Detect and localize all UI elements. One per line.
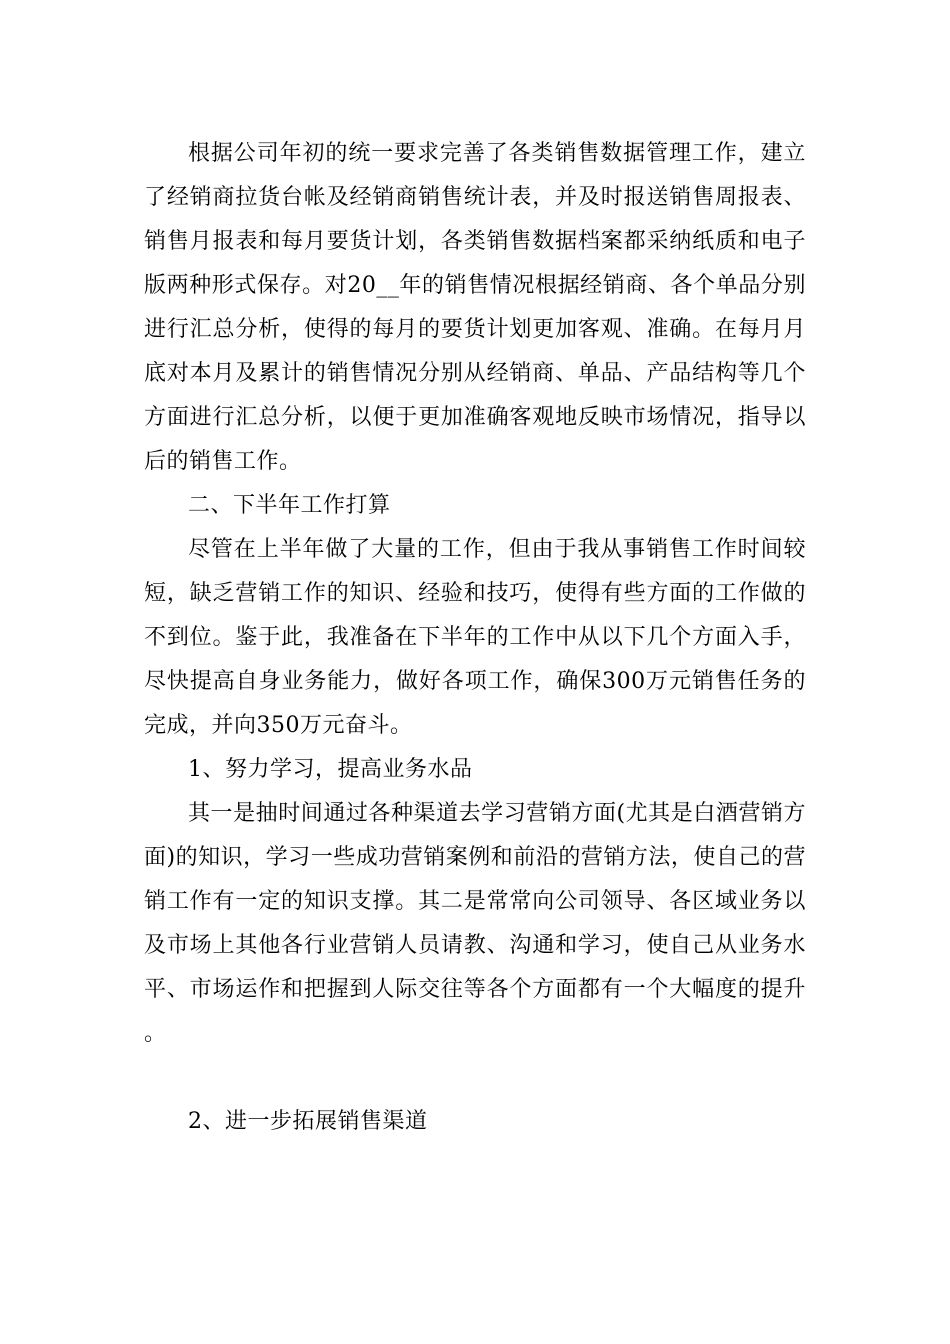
paragraph-data-management: 根据公司年初的统一要求完善了各类销售数据管理工作，建立了经销商拉货台帐及经销商销售统计表，并及时报送销售周报表、销售月报表和每月要货计划，各类销售数据档案都采纳纸质和电子版两种形式保存。对20__年的销售情况根据经销商、各个单品分别进行汇总分析，使得的每月的要货计划更加客观、准确。在每月月底对本月及累计的销售情况分别从经销商、单品、产品结构等几个方面进行汇总分析，以便于更加准确客观地反映市场情况，指导以后的销售工作。 [144, 141, 806, 474]
paragraph-plan-intro: 尽管在上半年做了大量的工作，但由于我从事销售工作时间较短，缺乏营销工作的知识、经验和技巧，使得有些方面的工作做的不到位。鉴于此，我准备在下半年的工作中从以下几个方面入手，尽快提高自身业务能力，做好各项工作，确保300万元销售任务的完成，并向350万元奋斗。 [144, 537, 806, 738]
heading-second-half-plan: 二、下半年工作打算 [188, 493, 391, 518]
heading-study: 1、努力学习，提高业务水品 [188, 757, 473, 782]
paragraph-study-details: 其一是抽时间通过各种渠道去学习营销方面(尤其是白酒营销方面)的知识，学习一些成功营销案例和前沿的营销方法，使自己的营销工作有一定的知识支撑。其二是常常向公司领导、各区域业务以及市场上其他各行业营销人员请教、沟通和学习，使自己从业务水平、市场运作和把握到人际交往等各个方面都有一个大幅度的提升。 [144, 801, 806, 1046]
document-body [144, 132, 806, 1144]
paragraph-gap [144, 1056, 806, 1100]
heading-expand-channels: 2、进一步拓展销售渠道 [188, 1109, 428, 1134]
